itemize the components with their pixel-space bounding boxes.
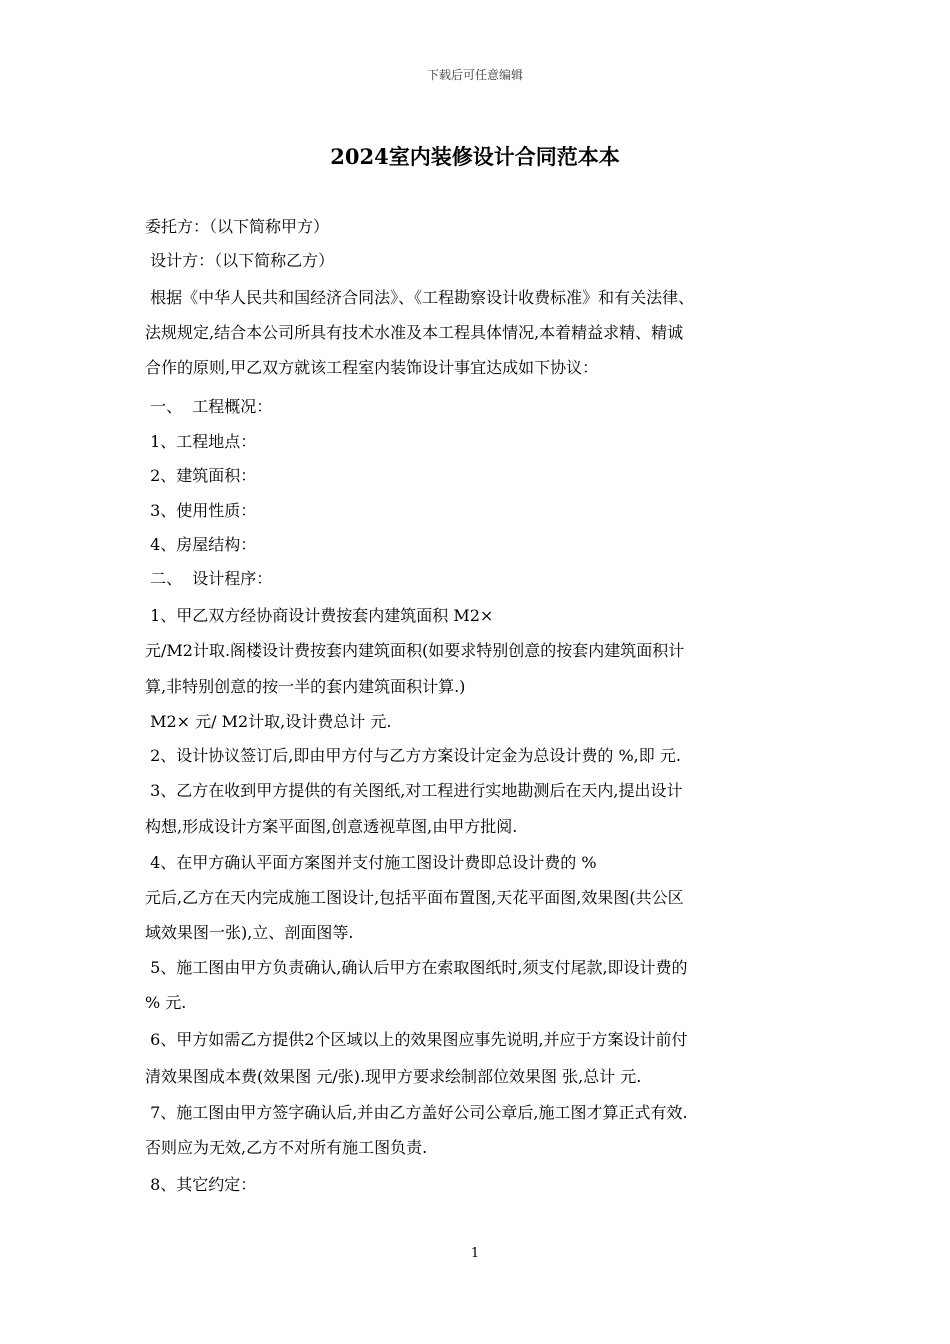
section-heading: 一、 工程概况：	[145, 397, 273, 416]
body-line: 清效果图成本费(效果图 元/张).现甲方要求绘制部位效果图 张,总计 元.	[145, 1067, 642, 1086]
body-line: 6、甲方如需乙方提供2个区域以上的效果图应事先说明,并应于方案设计前付	[145, 1030, 688, 1049]
section-heading: 二、 设计程序：	[145, 569, 273, 588]
body-line: 3、使用性质：	[145, 501, 257, 520]
body-line: 合作的原则,甲乙双方就该工程室内装饰设计事宜达成如下协议：	[145, 358, 599, 377]
page-number: 1	[470, 1246, 480, 1261]
body-line: M2× 元/ M2计取,设计费总计 元.	[145, 712, 392, 731]
body-line: 元后,乙方在天内完成施工图设计,包括平面布置图,天花平面图,效果图(共公区	[145, 888, 684, 907]
body-line: 算,非特别创意的按一半的套内建筑面积计算.)	[145, 677, 466, 696]
body-line: 4、房屋结构：	[145, 535, 257, 554]
body-line: 2、建筑面积：	[145, 466, 257, 485]
body-line: 1、甲乙双方经协商设计费按套内建筑面积 M2×	[145, 606, 494, 625]
body-line: 3、乙方在收到甲方提供的有关图纸,对工程进行实地勘测后在天内,提出设计	[145, 781, 683, 800]
body-line: 1、工程地点：	[145, 432, 257, 451]
body-line: 法规规定,结合本公司所具有技术水准及本工程具体情况,本着精益求精、精诚	[145, 323, 684, 342]
body-line: % 元.	[145, 993, 187, 1012]
body-line: 4、在甲方确认平面方案图并支付施工图设计费即总设计费的 %	[145, 853, 597, 872]
document-title: 2024室内装修设计合同范本本	[330, 144, 620, 169]
body-line: 根据《中华人民共和国经济合同法》、《工程勘察设计收费标准》和有关法律、	[145, 288, 695, 307]
body-line: 否则应为无效,乙方不对所有施工图负责.	[145, 1138, 428, 1157]
body-line: 构想,形成设计方案平面图,创意透视草图,由甲方批阅.	[145, 817, 518, 836]
body-line: 8、其它约定：	[145, 1175, 257, 1194]
body-line: 设计方：（以下简称乙方）	[145, 251, 335, 270]
body-line: 7、施工图由甲方签字确认后,并由乙方盖好公司公章后,施工图才算正式有效.	[145, 1103, 688, 1122]
body-line: 2、设计协议签订后,即由甲方付与乙方方案设计定金为总设计费的 %,即 元.	[145, 746, 681, 765]
body-line: 5、施工图由甲方负责确认,确认后甲方在索取图纸时,须支付尾款,即设计费的	[145, 958, 688, 977]
body-line: 委托方：（以下简称甲方）	[145, 217, 330, 236]
header-note: 下载后可任意编辑	[426, 68, 523, 82]
body-line: 元/M2计取.阁楼设计费按套内建筑面积(如要求特别创意的按套内建筑面积计	[145, 641, 685, 660]
body-line: 域效果图一张),立、剖面图等.	[145, 923, 354, 942]
